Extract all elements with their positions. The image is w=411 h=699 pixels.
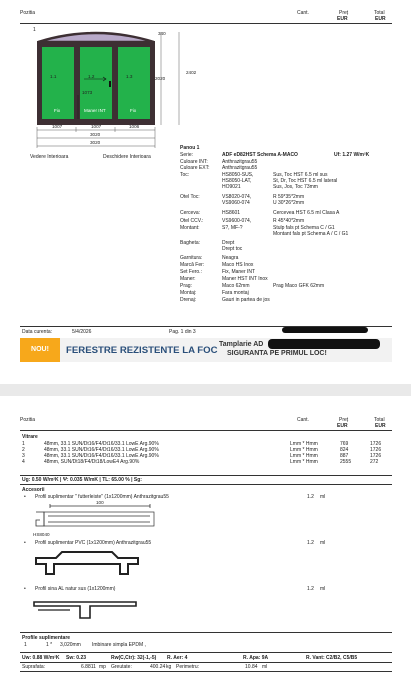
dim-arc-height: 340 <box>158 31 166 36</box>
accessory-1-desc: Profil suplimentar " futterleiste" (1x1200mm) Anthrazitgrau55 <box>35 494 169 500</box>
banner-subtitle-1: Tamplarie AD <box>219 341 264 348</box>
glazing-dim: Lmm * Hmm <box>290 441 318 447</box>
accessories-rule <box>20 632 392 633</box>
sash-label-3: 1.3 <box>126 74 133 79</box>
window-drawing <box>26 26 196 156</box>
spec-value: HO9021 <box>222 184 241 190</box>
glazing-h: 1726 <box>370 441 382 447</box>
date-value: 5/4/2026 <box>72 329 92 335</box>
glazing-w: 887 <box>340 453 349 459</box>
weight-value: 400.24 <box>150 664 166 670</box>
header-total-2: Total <box>374 417 385 423</box>
spec-value: Sus, Toc HST 6.5 ml sus <box>273 172 328 178</box>
accessory-1-qty: 1.2 <box>307 494 314 500</box>
glazing-title: Vitrare <box>22 434 38 440</box>
spec-value: Sus, Jos, Toc 73mm <box>273 184 318 190</box>
sash-label-2: 1.2 <box>88 74 95 79</box>
header-total-unit: EUR <box>375 16 386 22</box>
spec-key: Marcă Fer: <box>180 262 205 268</box>
spec-value: VS9060-074 <box>222 200 250 206</box>
spec-key: Culoare INT: <box>180 159 208 165</box>
spec-value: Anthrazitgrau55 <box>222 165 258 171</box>
dim-width-2: 1007 <box>91 124 102 129</box>
header-rule <box>20 23 392 24</box>
bullet-2: • <box>24 540 26 546</box>
spec-value: Stulp fals pt Schema C / G1 <box>273 225 335 231</box>
spec-value: VS8020-074, <box>222 194 252 200</box>
dim-side-height: 2020 <box>155 76 166 81</box>
header-rule-2 <box>20 430 392 431</box>
spec-key: Toc: <box>180 172 190 178</box>
glazing-h: 1726 <box>370 447 382 453</box>
weight-unit: kg <box>166 664 172 670</box>
extra-profile-1-qty: 1 * <box>46 642 53 648</box>
summary-sw: Sw: 0.23 <box>66 655 87 661</box>
glazing-n: 3 <box>22 453 25 459</box>
summary-rule-top <box>20 652 392 653</box>
date-label: Data curenta: <box>22 329 53 335</box>
surface-label: Suprafata: <box>22 664 46 670</box>
spec-value: Anthrazitgrau55 <box>222 159 258 165</box>
summary-aer: R. Aer: 4 <box>167 655 188 661</box>
glazing-desc: 48mm, 33.1 SUN/Dt16/F4/Dt16/33.1 LowE Arg.90% <box>44 453 159 459</box>
accessory-3-desc: Profil sina AL natur sus (1x1200mm) <box>35 586 116 592</box>
arc-transom <box>38 33 154 42</box>
spec-value: Maner HST INT Inox <box>222 276 268 282</box>
spec-key: Set Fero.: <box>180 269 202 275</box>
accessory-1-unit: ml <box>320 494 326 500</box>
spec-value: Drept <box>222 240 235 246</box>
arc-label: 2.1 <box>84 28 91 33</box>
glazing-h: 272 <box>370 459 379 465</box>
header-price-2: Preț <box>339 417 349 423</box>
header-price: Preț <box>339 10 349 16</box>
fix-label-2: Fix <box>130 108 137 113</box>
new-badge: NOU! <box>20 338 60 362</box>
spec-value: St, Dr, Toc HST 6.5 ml lateral <box>273 178 338 184</box>
page-number: Pag. 1 din 3 <box>169 329 196 335</box>
header-position-2: Pozitia <box>20 417 36 423</box>
spec-key: Prag: <box>180 283 192 289</box>
handle-label: Maner INT <box>84 108 106 113</box>
spec-key: Serie: <box>180 152 194 158</box>
glazing-w: 2555 <box>340 459 352 465</box>
bullet-3: • <box>24 586 26 592</box>
glazing-rule <box>20 475 392 476</box>
perimeter-value: 10.84 <box>245 664 258 670</box>
redaction-scribble-banner <box>268 339 380 349</box>
spec-value: HS8601 <box>222 210 241 216</box>
accessory-3-drawing <box>30 596 140 624</box>
dim-total-width-2: 3020 <box>90 140 101 145</box>
accessory-1-dim: 100 <box>96 500 104 505</box>
header-total-unit-2: EUR <box>375 423 386 429</box>
glazing-n: 1 <box>22 441 25 447</box>
glazing-dim: Lmm * Hmm <box>290 453 318 459</box>
spec-key: Otel CCV.: <box>180 218 204 224</box>
dim-total-height: 2402 <box>186 70 197 75</box>
spec-value: R 45*40*2mm <box>273 218 305 224</box>
header-quantity: Cant. <box>297 10 309 16</box>
spec-value: U 30*26*2mm <box>273 200 305 206</box>
spec-value: Prag Maco GFK 62mm <box>273 283 325 289</box>
glazing-n: 4 <box>22 459 25 465</box>
summary-uw: Uw: 0.88 W/m²K <box>22 655 60 661</box>
spec-value: HS8050-LAT, <box>222 178 252 184</box>
glazing-h: 1726 <box>370 453 382 459</box>
dim-width-1: 1007 <box>52 124 63 129</box>
glazing-dim: Lmm * Hmm <box>290 447 318 453</box>
item-number: 1 <box>33 27 36 33</box>
summary-rule-mid <box>20 662 392 663</box>
glazing-w: 824 <box>340 447 349 453</box>
spec-value: S?, MF-? <box>222 225 243 231</box>
summary-apa: R. Apa: 9A <box>243 655 269 661</box>
spec-value: VS9600-074, <box>222 218 252 224</box>
spec-value: R 59*35*2mm <box>273 194 305 200</box>
glazing-desc: 48mm, 33.1 SUN/Dt16/F4/Dt16/33.1 LowE Arg.90% <box>44 447 159 453</box>
extra-profile-1-desc: Imbinare simpla EPDM , <box>92 642 146 648</box>
spec-value: Fara montaj <box>222 290 249 296</box>
accessory-2-qty: 1.2 <box>307 540 314 546</box>
header-price-unit-2: EUR <box>337 423 348 429</box>
spec-value: Fix, Maner INT <box>222 269 256 275</box>
spec-key: Culoare EXT: <box>180 165 210 171</box>
sash-label-1: 1.1 <box>50 74 57 79</box>
accessory-2-desc: Profil suplimentar PVC (1x1200mm) Anthrazitgrau55 <box>35 540 152 546</box>
header-price-unit: EUR <box>337 16 348 22</box>
extra-profiles-title: Profile suplimentare <box>22 635 71 641</box>
extra-profile-1-len: 3,020mm <box>60 642 81 648</box>
accessory-1-code: HS8040 <box>33 532 50 537</box>
panel-title: Panou 1 <box>180 145 200 151</box>
accessory-3-unit: ml <box>320 586 326 592</box>
surface-unit: mp <box>99 664 106 670</box>
spec-key: Cerceva: <box>180 210 201 216</box>
glazing-rule-2 <box>20 484 392 485</box>
header-quantity-2: Cant. <box>297 417 309 423</box>
accessory-2-drawing <box>32 548 142 578</box>
spec-key: Drenaj: <box>180 297 197 303</box>
dim-width-3: 1006 <box>129 124 140 129</box>
spec-value: Montant fals pt Schema A / C / G1 <box>273 231 349 237</box>
spec-key: Garnitura: <box>180 255 203 261</box>
accessory-3-qty: 1.2 <box>307 586 314 592</box>
spec-value: Maco HS Inox <box>222 262 254 268</box>
promo-banner[interactable] <box>20 338 392 362</box>
spec-value: Gauri in partea de jos <box>222 297 270 303</box>
redaction-scribble <box>282 327 368 333</box>
surface-value: 6.8811 <box>81 664 96 670</box>
summary-rw: Rw(C,Ctr): 32(-1,-5) <box>111 655 157 661</box>
header-total: Total <box>374 10 385 16</box>
glazing-table <box>22 441 392 473</box>
fix-label: Fix <box>54 108 61 113</box>
glazing-n: 2 <box>22 447 25 453</box>
dim-total-width-1: 3020 <box>90 132 101 137</box>
weight-label: Greutate: <box>111 664 132 670</box>
spec-value: ADF eD82HST Schema A-MACO <box>222 152 298 158</box>
bullet-1: • <box>24 494 26 500</box>
glazing-dim: Lmm * Hmm <box>290 459 318 465</box>
page-2 <box>0 396 411 699</box>
spec-value: Drept toc <box>222 246 243 252</box>
spec-key: Otel Toc: <box>180 194 200 200</box>
accessories-title: Accesorii <box>22 487 45 493</box>
dim-sash-inner: 1073 <box>82 90 93 95</box>
glazing-w: 769 <box>340 441 349 447</box>
summary-vant: R. Vant: C2/B2, C5/B5 <box>306 655 358 661</box>
spec-key: Montaj: <box>180 290 197 296</box>
perimeter-label: Perimetru: <box>176 664 200 670</box>
banner-title: FERESTRE REZISTENTE LA FOC <box>66 345 218 356</box>
accessory-2-unit: ml <box>320 540 326 546</box>
uf-value: Uf: 1.27 W/m²K <box>334 152 370 158</box>
extra-profile-1-n: 1 <box>24 642 27 648</box>
perimeter-unit: ml <box>262 664 268 670</box>
spec-value: Cercevea HST 6.5 ml Clasa A <box>273 210 340 216</box>
spec-key: Montant: <box>180 225 200 231</box>
spec-key: Maner: <box>180 276 196 282</box>
banner-subtitle-2: SIGURANTA PE PRIMUL LOC! <box>227 350 327 357</box>
glazing-ug: Ug: 0.50 W/m²K | Ψ: 0.035 W/mK | TL: 65.00 % | Sg: <box>22 477 142 483</box>
handle-mark <box>109 81 111 87</box>
panel-specs <box>180 152 370 327</box>
spec-value: Maco 62mm <box>222 283 250 289</box>
spec-value: HS8050-SUS, <box>222 172 254 178</box>
spec-key: Bagheta: <box>180 240 201 246</box>
view-inner-caption: Vedere Interioara <box>30 154 69 160</box>
spec-value: Neagra <box>222 255 239 261</box>
header-position: Pozitia <box>20 10 36 16</box>
glazing-desc: 48mm, SUN/Dt18/F4/Dt18/LowE4 Arg.90% <box>44 459 140 465</box>
glazing-desc: 48mm, 33.1 SUN/Dt16/F4/Dt16/33.1 LowE Arg.90% <box>44 441 159 447</box>
summary-rule-bottom <box>20 671 392 672</box>
open-inner-caption: Deschidere Interioara <box>103 154 151 160</box>
